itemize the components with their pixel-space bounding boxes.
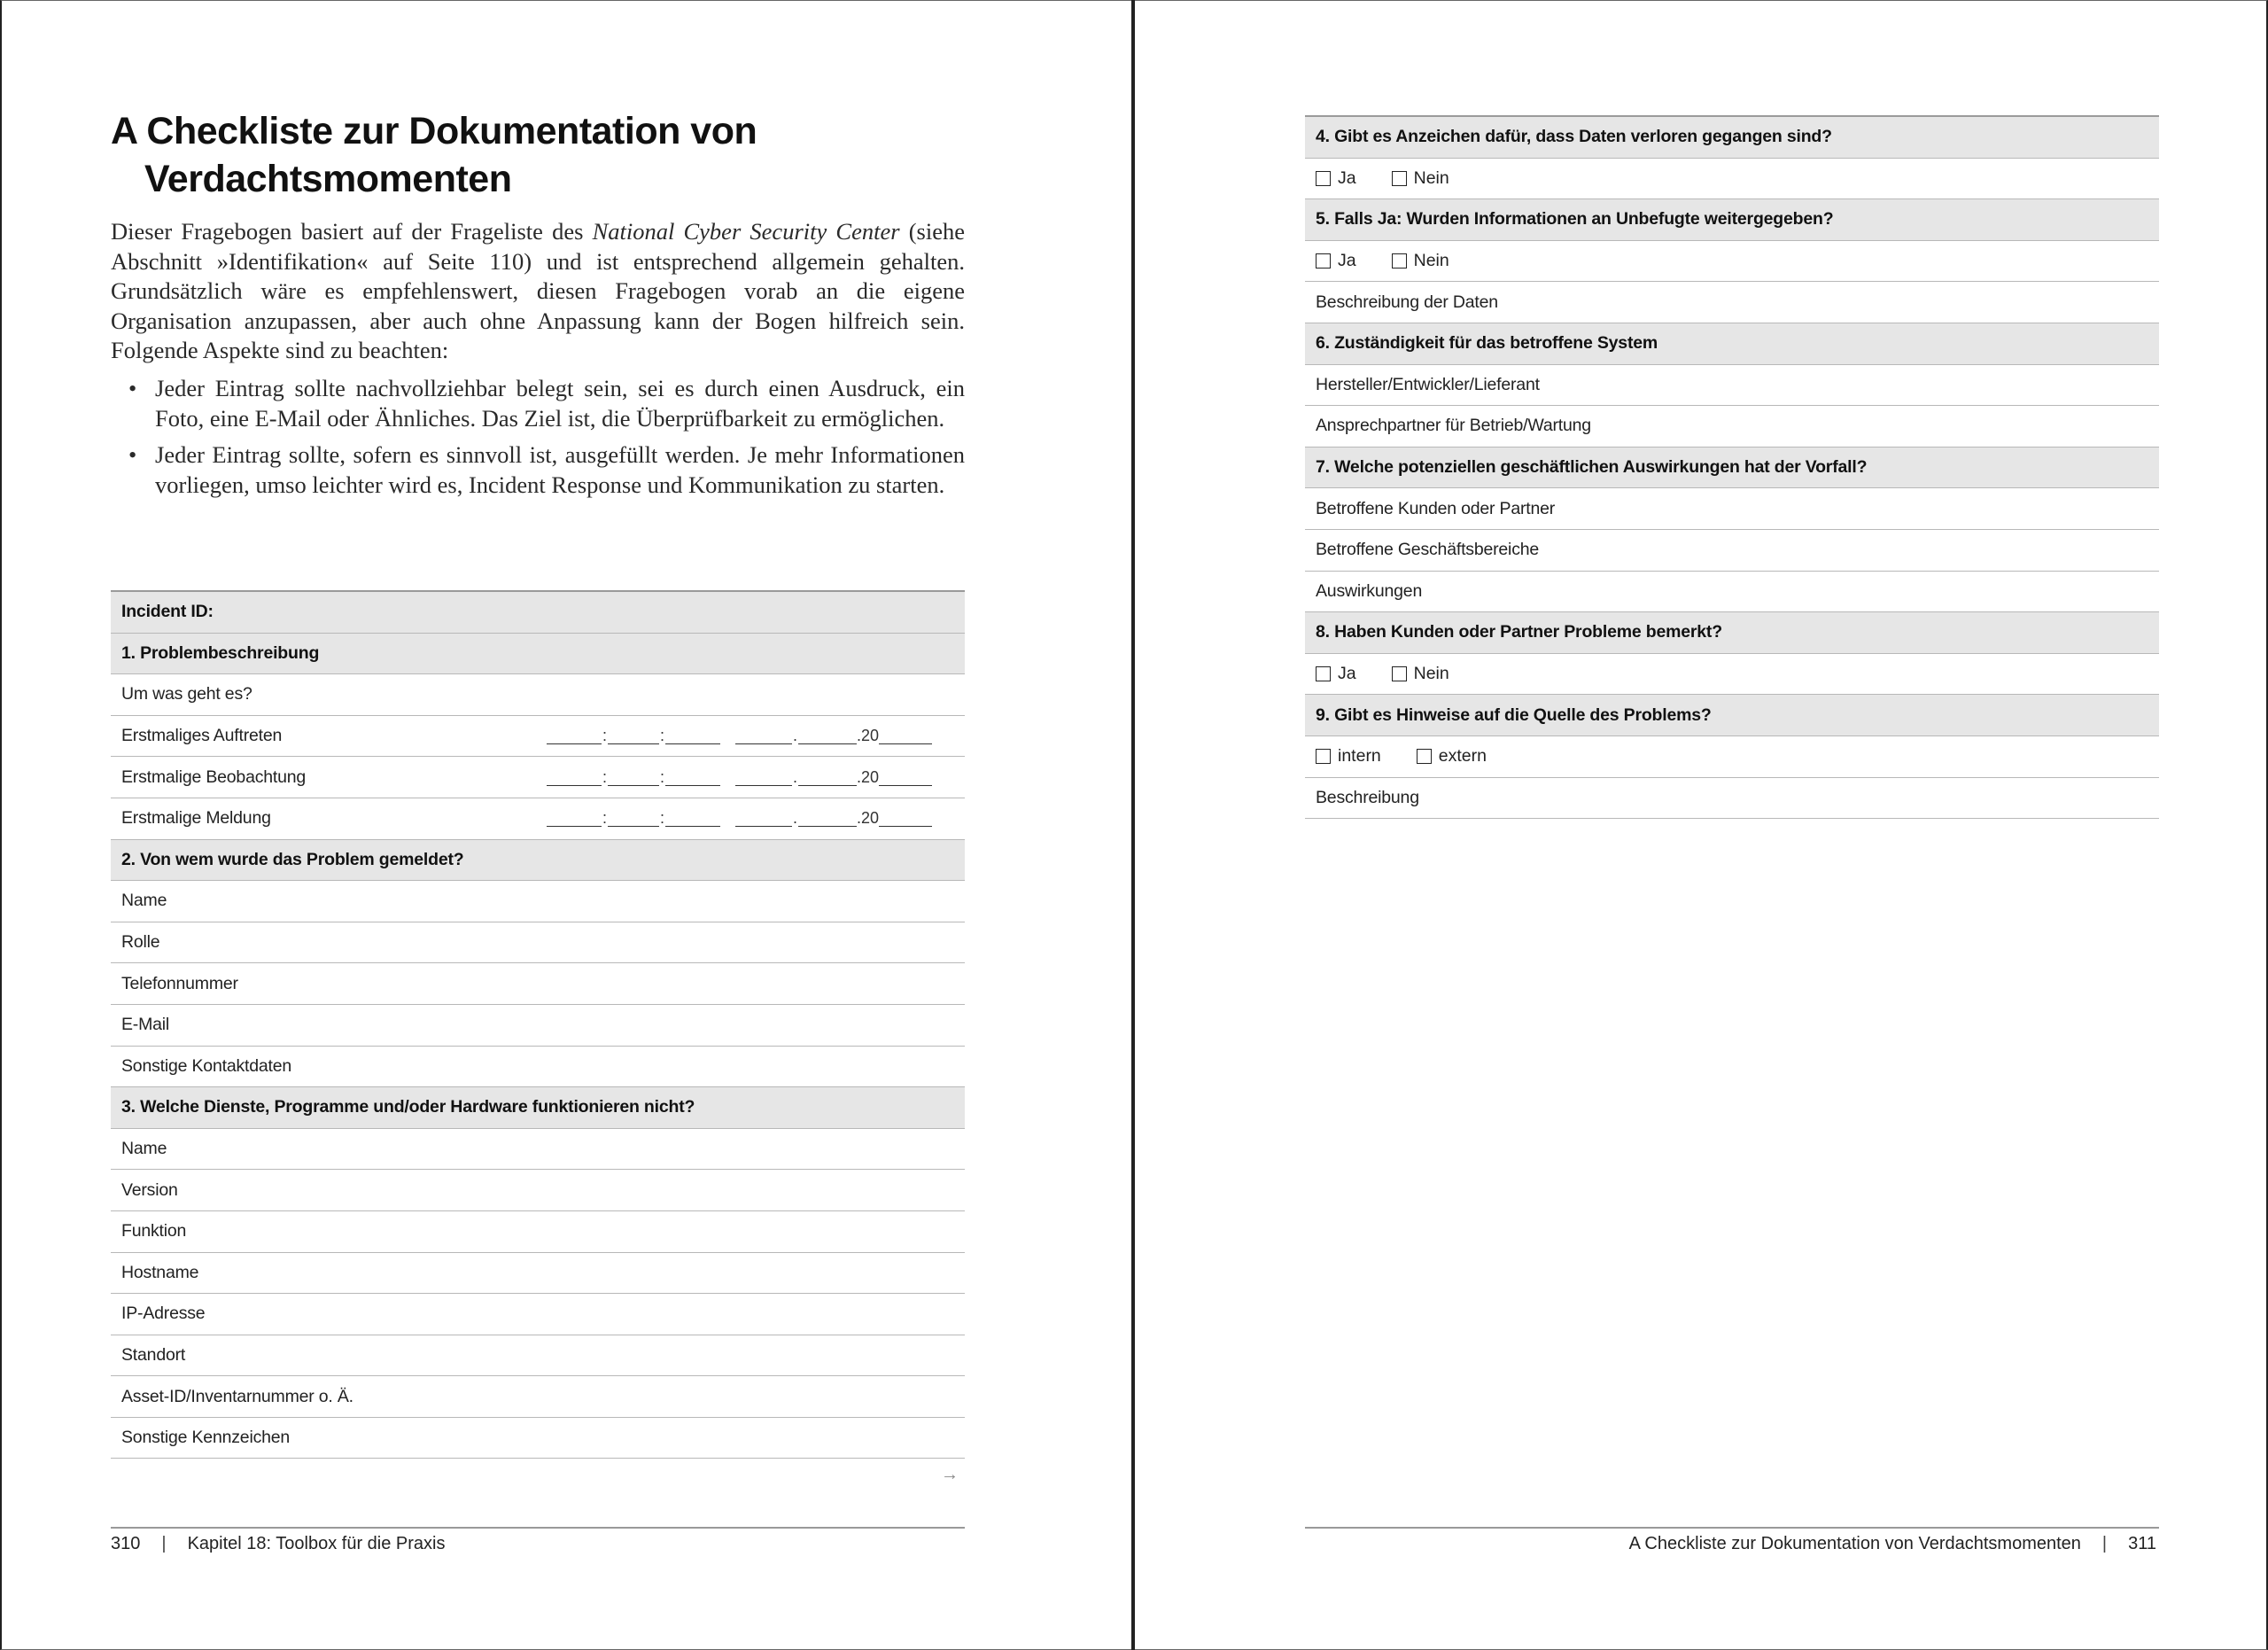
form-field-row[interactable] xyxy=(1305,365,2159,407)
bullet-dot: • xyxy=(128,375,137,401)
right-page xyxy=(1135,0,2268,1650)
checkbox-icon[interactable] xyxy=(1316,253,1331,269)
checkbox-label: intern xyxy=(1338,746,1381,767)
second-blank[interactable] xyxy=(665,743,720,744)
intro-text-2: (siehe Abschnitt »Identifikation« auf Seite 110) und ist entsprechend allgemein gehalten. Grundsätzlich wäre es empfehlenswert, diesen Fragebogen vorab an die eigene Organisation anzupassen, aber auch ohne Anpassung kann der Bogen hilfreich sein. Folgende Aspekte sind zu beachten: xyxy=(111,218,965,363)
field-label: Telefonnummer xyxy=(121,973,238,993)
form-field-row[interactable] xyxy=(1305,530,2159,572)
form-field-row[interactable] xyxy=(111,1253,965,1295)
checkbox-icon[interactable] xyxy=(1417,749,1432,764)
checkbox-icon[interactable] xyxy=(1316,749,1331,764)
form-field-row[interactable] xyxy=(111,1129,965,1171)
checkbox-label: Ja xyxy=(1338,167,1356,188)
month-blank[interactable] xyxy=(798,785,857,786)
running-header: A Checkliste zur Dokumentation von Verdachtsmomenten xyxy=(1628,1534,2081,1553)
field-label: Erstmaliges Auftreten xyxy=(121,726,283,746)
checkbox-label: extern xyxy=(1438,746,1487,767)
checkbox-no[interactable] xyxy=(1392,664,1449,684)
form-field-row[interactable] xyxy=(1305,572,2159,613)
intro-text-1: Dieser Fragebogen basiert auf der Frageliste des xyxy=(111,218,593,245)
field-label: Betroffene Geschäftsbereiche xyxy=(1316,540,1540,560)
year-blank[interactable] xyxy=(879,826,932,827)
field-label: Um was geht es? xyxy=(121,684,252,704)
section-7-header xyxy=(1305,448,2159,489)
choice-row xyxy=(1305,736,2159,778)
minute-blank[interactable] xyxy=(608,785,659,786)
form-field-row[interactable] xyxy=(111,1294,965,1335)
field-label: Ansprechpartner für Betrieb/Wartung xyxy=(1316,416,1591,436)
section-title: 2. Von wem wurde das Problem gemeldet? xyxy=(121,849,464,869)
year-prefix: .20 xyxy=(857,809,880,828)
month-blank[interactable] xyxy=(798,826,857,827)
form-field-row[interactable] xyxy=(111,922,965,964)
form-field-row[interactable] xyxy=(111,1211,965,1253)
field-label: Funktion xyxy=(121,1221,187,1241)
checkbox-external[interactable] xyxy=(1417,746,1487,767)
section-8-header xyxy=(1305,612,2159,654)
bullet-list xyxy=(111,373,965,506)
checkbox-icon[interactable] xyxy=(1392,253,1407,269)
incident-id-row[interactable] xyxy=(111,592,965,634)
form-field-row[interactable] xyxy=(111,1335,965,1377)
bullet-item xyxy=(111,373,965,433)
time-separator: : xyxy=(660,767,665,786)
field-label: E-Mail xyxy=(121,1015,170,1035)
form-field-row[interactable] xyxy=(111,1005,965,1047)
field-label: Name xyxy=(121,891,167,911)
intro-emphasis: National Cyber Security Center xyxy=(592,218,900,245)
form-field-row[interactable] xyxy=(111,881,965,922)
field-label: Standort xyxy=(121,1344,186,1365)
date-separator: . xyxy=(793,767,798,786)
checkbox-no[interactable] xyxy=(1392,251,1449,271)
field-label: Beschreibung der Daten xyxy=(1316,292,1498,312)
field-label: Betroffene Kunden oder Partner xyxy=(1316,498,1556,518)
time-separator: : xyxy=(602,809,608,828)
section-title: 3. Welche Dienste, Programme und/oder Hardware funktionieren nicht? xyxy=(121,1097,695,1117)
chapter-title xyxy=(111,107,997,203)
section-3-header xyxy=(111,1087,965,1129)
bullet-text: Jeder Eintrag sollte nachvollziehbar belegt sein, sei es durch einen Ausdruck, ein Foto, eine E-Mail oder Ähnliches. Das Ziel ist, die Überprüfbarkeit zu ermöglichen. xyxy=(155,375,965,432)
datetime-input[interactable] xyxy=(547,716,932,757)
year-prefix: .20 xyxy=(857,767,880,786)
incident-form-right xyxy=(1305,115,2159,819)
checkbox-label: Ja xyxy=(1338,664,1356,684)
continue-arrow-icon: → xyxy=(941,1465,959,1484)
form-field-row[interactable] xyxy=(111,963,965,1005)
section-title: 1. Problembeschreibung xyxy=(121,642,320,663)
field-label: Name xyxy=(121,1139,167,1159)
checkbox-no[interactable] xyxy=(1392,168,1449,189)
bullet-dot: • xyxy=(128,441,137,468)
left-footer xyxy=(111,1534,446,1554)
page-number: 310 xyxy=(111,1534,141,1553)
bullet-item xyxy=(111,440,965,500)
footer-separator: | xyxy=(161,1534,167,1553)
checkbox-label: Nein xyxy=(1413,167,1449,188)
incident-id-label: Incident ID: xyxy=(121,602,214,622)
date-separator: . xyxy=(793,809,798,828)
date-separator: . xyxy=(793,727,798,745)
datetime-input[interactable] xyxy=(547,757,932,798)
minute-blank[interactable] xyxy=(608,743,659,744)
hour-blank[interactable] xyxy=(547,826,602,827)
chapter-title-line1: A Checkliste zur Dokumentation von xyxy=(111,110,757,152)
section-2-header xyxy=(111,840,965,882)
datetime-field-row[interactable] xyxy=(111,716,965,758)
footer-rule xyxy=(1305,1527,2159,1529)
field-label: Hostname xyxy=(121,1262,199,1282)
section-title: 4. Gibt es Anzeichen dafür, dass Daten verloren gegangen sind? xyxy=(1316,127,1832,147)
checkbox-yes[interactable] xyxy=(1316,251,1356,271)
hour-blank[interactable] xyxy=(547,785,602,786)
year-prefix: .20 xyxy=(857,727,880,745)
year-blank[interactable] xyxy=(879,743,932,744)
checkbox-label: Nein xyxy=(1413,664,1449,684)
section-4-header xyxy=(1305,117,2159,159)
form-field-row[interactable] xyxy=(111,1418,965,1459)
time-separator: : xyxy=(660,727,665,745)
right-footer xyxy=(1629,1534,2156,1554)
section-9-header xyxy=(1305,695,2159,736)
datetime-field-row[interactable] xyxy=(111,757,965,798)
intro-paragraph xyxy=(111,217,965,366)
choice-row xyxy=(1305,159,2159,200)
section-1-header xyxy=(111,634,965,675)
time-separator: : xyxy=(602,767,608,786)
footer-separator: | xyxy=(2101,1534,2108,1553)
form-field-row[interactable] xyxy=(1305,406,2159,448)
checkbox-icon[interactable] xyxy=(1392,171,1407,186)
form-field-row[interactable] xyxy=(1305,282,2159,323)
field-label: Beschreibung xyxy=(1316,787,1419,807)
section-6-header xyxy=(1305,323,2159,365)
field-label: Erstmalige Beobachtung xyxy=(121,767,307,787)
form-field-row[interactable] xyxy=(1305,488,2159,530)
field-label: Sonstige Kennzeichen xyxy=(121,1428,291,1448)
checkbox-icon[interactable] xyxy=(1316,666,1331,681)
field-label: Version xyxy=(121,1179,178,1200)
chapter-title-line2: Verdachtsmomenten xyxy=(144,158,512,200)
second-blank[interactable] xyxy=(665,785,720,786)
form-field-row[interactable] xyxy=(111,674,965,716)
time-separator: : xyxy=(660,809,665,828)
section-title: 6. Zuständigkeit für das betroffene System xyxy=(1316,333,1658,354)
year-blank[interactable] xyxy=(879,785,932,786)
field-label: IP-Adresse xyxy=(121,1304,206,1324)
bullet-text: Jeder Eintrag sollte, sofern es sinnvoll ist, ausgefüllt werden. Je mehr Informationen vorliegen, umso leichter wird es, Incident Response und Kommunikation zu starten. xyxy=(155,441,965,498)
section-title: 7. Welche potenziellen geschäftlichen Auswirkungen hat der Vorfall? xyxy=(1316,457,1868,478)
section-5-header xyxy=(1305,199,2159,241)
incident-form-left xyxy=(111,590,965,1459)
field-label: Hersteller/Entwickler/Lieferant xyxy=(1316,374,1540,394)
checkbox-icon[interactable] xyxy=(1316,171,1331,186)
month-blank[interactable] xyxy=(798,743,857,744)
section-title: 8. Haben Kunden oder Partner Probleme bemerkt? xyxy=(1316,622,1722,642)
field-label: Erstmalige Meldung xyxy=(121,808,271,829)
time-separator: : xyxy=(602,727,608,745)
day-blank[interactable] xyxy=(735,743,792,744)
form-field-row[interactable] xyxy=(1305,778,2159,820)
footer-rule xyxy=(111,1527,965,1529)
form-field-row[interactable] xyxy=(111,1170,965,1211)
page-number: 311 xyxy=(2128,1534,2156,1553)
form-field-row[interactable] xyxy=(111,1376,965,1418)
left-page xyxy=(0,0,1133,1650)
running-header: Kapitel 18: Toolbox für die Praxis xyxy=(187,1534,446,1553)
datetime-field-row[interactable] xyxy=(111,798,965,840)
section-title: 5. Falls Ja: Wurden Informationen an Unbefugte weitergegeben? xyxy=(1316,209,1834,230)
minute-blank[interactable] xyxy=(608,826,659,827)
choice-row xyxy=(1305,241,2159,283)
second-blank[interactable] xyxy=(665,826,720,827)
form-field-row[interactable] xyxy=(111,1047,965,1088)
day-blank[interactable] xyxy=(735,826,792,827)
field-label: Asset-ID/Inventarnummer o. Ä. xyxy=(121,1386,353,1406)
section-title: 9. Gibt es Hinweise auf die Quelle des Problems? xyxy=(1316,704,1712,725)
hour-blank[interactable] xyxy=(547,743,602,744)
checkbox-label: Ja xyxy=(1338,251,1356,271)
checkbox-internal[interactable] xyxy=(1316,746,1381,767)
choice-row xyxy=(1305,654,2159,696)
checkbox-yes[interactable] xyxy=(1316,168,1356,189)
field-label: Auswirkungen xyxy=(1316,580,1423,601)
field-label: Sonstige Kontaktdaten xyxy=(121,1055,292,1076)
checkbox-icon[interactable] xyxy=(1392,666,1407,681)
checkbox-label: Nein xyxy=(1413,251,1449,271)
checkbox-yes[interactable] xyxy=(1316,664,1356,684)
day-blank[interactable] xyxy=(735,785,792,786)
datetime-input[interactable] xyxy=(547,798,932,839)
field-label: Rolle xyxy=(121,932,160,953)
